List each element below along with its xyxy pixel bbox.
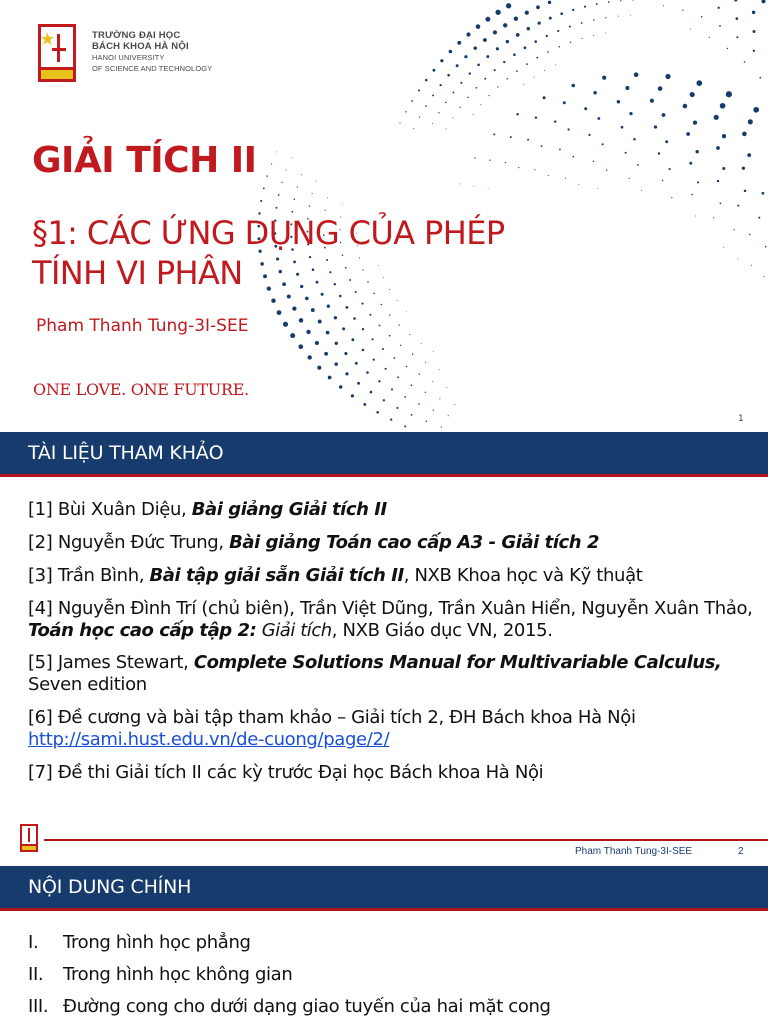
reference-id: [4]: [28, 598, 53, 619]
hust-logo-small: [20, 824, 38, 852]
lecture-subtitle: [32, 213, 632, 293]
reference-title: Bài giảng Toán cao cấp A3 - Giải tích 2: [229, 532, 600, 553]
references-slide: [0, 432, 768, 864]
list-item: [28, 964, 758, 996]
item-text: Trong hình học phẳng: [63, 932, 251, 953]
slide-header-title: TÀI LIỆU THAM KHẢO: [28, 442, 224, 464]
reference-id: [5]: [28, 652, 53, 673]
reference-item-7: [28, 762, 758, 784]
reference-author: Nguyễn Đức Trung,: [57, 532, 224, 553]
item-text: Đường cong cho dưới dạng giao tuyến của hai mặt cong: [63, 996, 551, 1017]
slide-header: [0, 866, 768, 908]
hust-logo: [38, 24, 76, 82]
reference-publisher: , NXB Khoa học và Kỹ thuật: [403, 565, 643, 586]
reference-link[interactable]: http://sami.hust.edu.vn/de-cuong/page/2/: [28, 729, 390, 750]
footer-divider: [44, 839, 768, 841]
reference-title: Toán học cao cấp tập 2:: [28, 620, 257, 641]
reference-item-3: [28, 565, 758, 587]
list-item: [28, 932, 758, 964]
reference-id: [1]: [28, 499, 53, 520]
contents-slide: [0, 864, 768, 1024]
reference-edition: Seven edition: [28, 674, 147, 695]
page-number: 2: [738, 846, 744, 857]
reference-author: Nguyễn Đình Trí (chủ biên), Trần Việt Dũng, Trần Xuân Hiển, Nguyễn Xuân Thảo,: [57, 598, 753, 619]
reference-item-4: [28, 598, 758, 642]
item-number: II.: [28, 964, 44, 985]
reference-author: James Stewart,: [57, 652, 189, 673]
header-divider: [0, 474, 768, 477]
item-number: III.: [28, 996, 49, 1017]
lecture-subtitle-line2: TÍNH VI PHÂN: [32, 254, 243, 292]
slogan: ONE LOVE. ONE FUTURE.: [33, 380, 249, 399]
reference-author: Bùi Xuân Diệu,: [57, 499, 187, 520]
university-name: [92, 30, 212, 74]
reference-item-1: [28, 499, 758, 521]
page-number: 1: [738, 414, 744, 424]
reference-list: [28, 499, 758, 795]
university-name-line3: HANOI UNIVERSITY: [92, 53, 165, 62]
reference-author: Trần Bình,: [57, 565, 145, 586]
reference-id: [6]: [28, 707, 53, 728]
reference-item-6: [28, 707, 758, 751]
university-name-line1: TRƯỜNG ĐẠI HỌC: [92, 30, 181, 41]
item-number: I.: [28, 932, 39, 953]
list-item: [28, 996, 758, 1024]
title-slide: [0, 0, 768, 432]
university-name-line4: OF SCIENCE AND TECHNOLOGY: [92, 64, 213, 73]
reference-text: Đề cương và bài tập tham khảo – Giải tích 2, ĐH Bách khoa Hà Nội: [57, 707, 636, 728]
reference-id: [2]: [28, 532, 53, 553]
reference-title: Bài giảng Giải tích II: [191, 499, 387, 520]
reference-title: Bài tập giải sẵn Giải tích II: [149, 565, 404, 586]
contents-list: [28, 932, 758, 1024]
reference-subtitle: Giải tích: [261, 620, 332, 641]
reference-title: Complete Solutions Manual for Multivariable Calculus,: [193, 652, 722, 673]
reference-id: [7]: [28, 762, 53, 783]
reference-item-5: [28, 652, 758, 696]
footer-author: Pham Thanh Tung-3I-SEE: [575, 846, 693, 857]
reference-text: Đề thi Giải tích II các kỳ trước Đại học Bách khoa Hà Nội: [57, 762, 544, 783]
slide-header: [0, 432, 768, 474]
header-divider: [0, 908, 768, 911]
reference-publisher: , NXB Giáo dục VN, 2015.: [331, 620, 553, 641]
author-name: Pham Thanh Tung-3I-SEE: [36, 316, 249, 336]
slide-header-title: NỘI DUNG CHÍNH: [28, 876, 192, 898]
lecture-subtitle-line1: §1: CÁC ỨNG DỤNG CỦA PHÉP: [32, 214, 505, 252]
reference-id: [3]: [28, 565, 53, 586]
course-title: GIẢI TÍCH II: [32, 140, 257, 181]
reference-item-2: [28, 532, 758, 554]
university-name-line2: BÁCH KHOA HÀ NỘI: [92, 41, 189, 52]
item-text: Trong hình học không gian: [63, 964, 293, 985]
